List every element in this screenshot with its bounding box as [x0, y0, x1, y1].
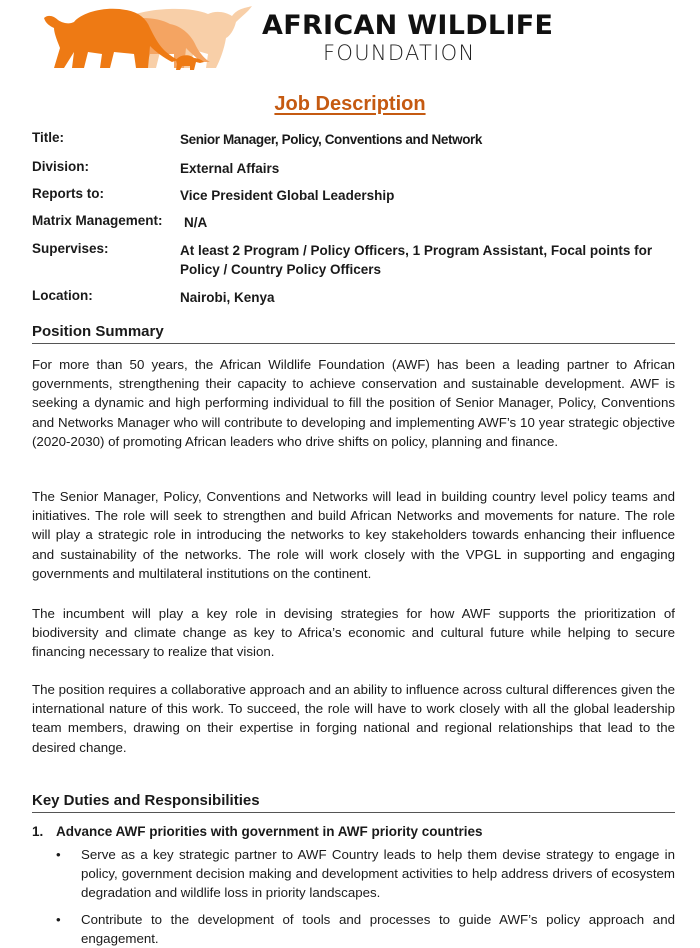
summary-paragraph-3: The incumbent will play a key role in devising strategies for how AWF supports the prioritization of biodiversity and climate change as key to Africa’s economic and cultural future while helping to secure financing necessary to realize that vision.: [32, 606, 675, 660]
summary-paragraph-2: The Senior Manager, Policy, Conventions and Networks will lead in building country level policy teams and initiatives. The role will seek to strengthen and build African Networks and movements for nature. The role will play a strategic role in introducing the networks to key stakeholders towards enhancing their influence and sustainability of the networks. The role will work closely with the VPGL in supporting and engaging governments and multilateral institutions on the continent.: [32, 489, 675, 581]
bullet-icon: •: [56, 847, 61, 862]
bullet-text: Serve as a key strategic partner to AWF Country leads to help them devise strategy to engage in policy, government decision making and development activities to help address drivers of ecosystem degradation and wildlife loss in priority landscapes.: [81, 847, 675, 901]
key-duties-heading: Key Duties and Responsibilities: [32, 792, 675, 813]
elephants-logo-icon: [30, 2, 262, 74]
meta-value: N/A: [184, 215, 208, 230]
summary-paragraph-4: The position requires a collaborative approach and an ability to influence across cultural differences given the international nature of this work. To succeed, the role will have to work closely with all the global leadership team members, drawing on their expertise in forging national and regional relationships that lead to the desired change.: [32, 682, 675, 755]
duty-bullet-1: [56, 845, 675, 903]
meta-label: Reports to:: [32, 186, 104, 201]
meta-row-division: [32, 159, 682, 178]
duty-title: Advance AWF priorities with government in AWF priority countries: [56, 824, 483, 839]
document-title: Job Description: [274, 93, 426, 115]
duty-number: 1.: [32, 824, 44, 839]
meta-row-matrix-management: [32, 213, 682, 232]
meta-row-supervises: [32, 241, 682, 279]
meta-row-title: [32, 130, 682, 149]
meta-row-reports-to: [32, 186, 682, 205]
duty-bullet-2: [56, 910, 675, 948]
logo-text-line2: FOUNDATION: [323, 41, 476, 65]
meta-label: Location:: [32, 288, 93, 303]
meta-label: Division:: [32, 159, 90, 174]
meta-value: External Affairs: [180, 161, 280, 176]
meta-row-location: [32, 288, 682, 307]
meta-label: Matrix Management:: [32, 213, 163, 228]
duty-item-1-title: [32, 824, 483, 839]
meta-value: At least 2 Program / Policy Officers, 1 Program Assistant, Focal points for Policy / Country Policy Officers: [180, 243, 653, 277]
meta-label: Supervises:: [32, 241, 109, 256]
bullet-text: Contribute to the development of tools and processes to guide AWF’s policy approach and engagement.: [81, 912, 675, 947]
bullet-icon: •: [56, 912, 61, 927]
meta-value: Senior Manager, Policy, Conventions and Network: [180, 132, 483, 147]
summary-paragraph-1: For more than 50 years, the African Wildlife Foundation (AWF) has been a leading partner to African governments, strengthening their capacity to achieve conservation and sustainable development. AWF is seeking a dynamic and high performing individual to fill the position of Senior Manager, Policy, Conventions and Networks Manager who will contribute to developing and implementing AWF’s 10 year strategic objective (2020-2030) of promoting African leaders who drive shifts on policy, planning and finance.: [32, 357, 675, 449]
position-summary-heading: Position Summary: [32, 323, 675, 344]
meta-label: Title:: [32, 130, 65, 145]
awf-logo: [30, 2, 590, 74]
meta-value: Vice President Global Leadership: [180, 188, 395, 203]
logo-text-line1: AFRICAN WILDLIFE: [262, 10, 554, 41]
meta-value: Nairobi, Kenya: [180, 290, 275, 305]
